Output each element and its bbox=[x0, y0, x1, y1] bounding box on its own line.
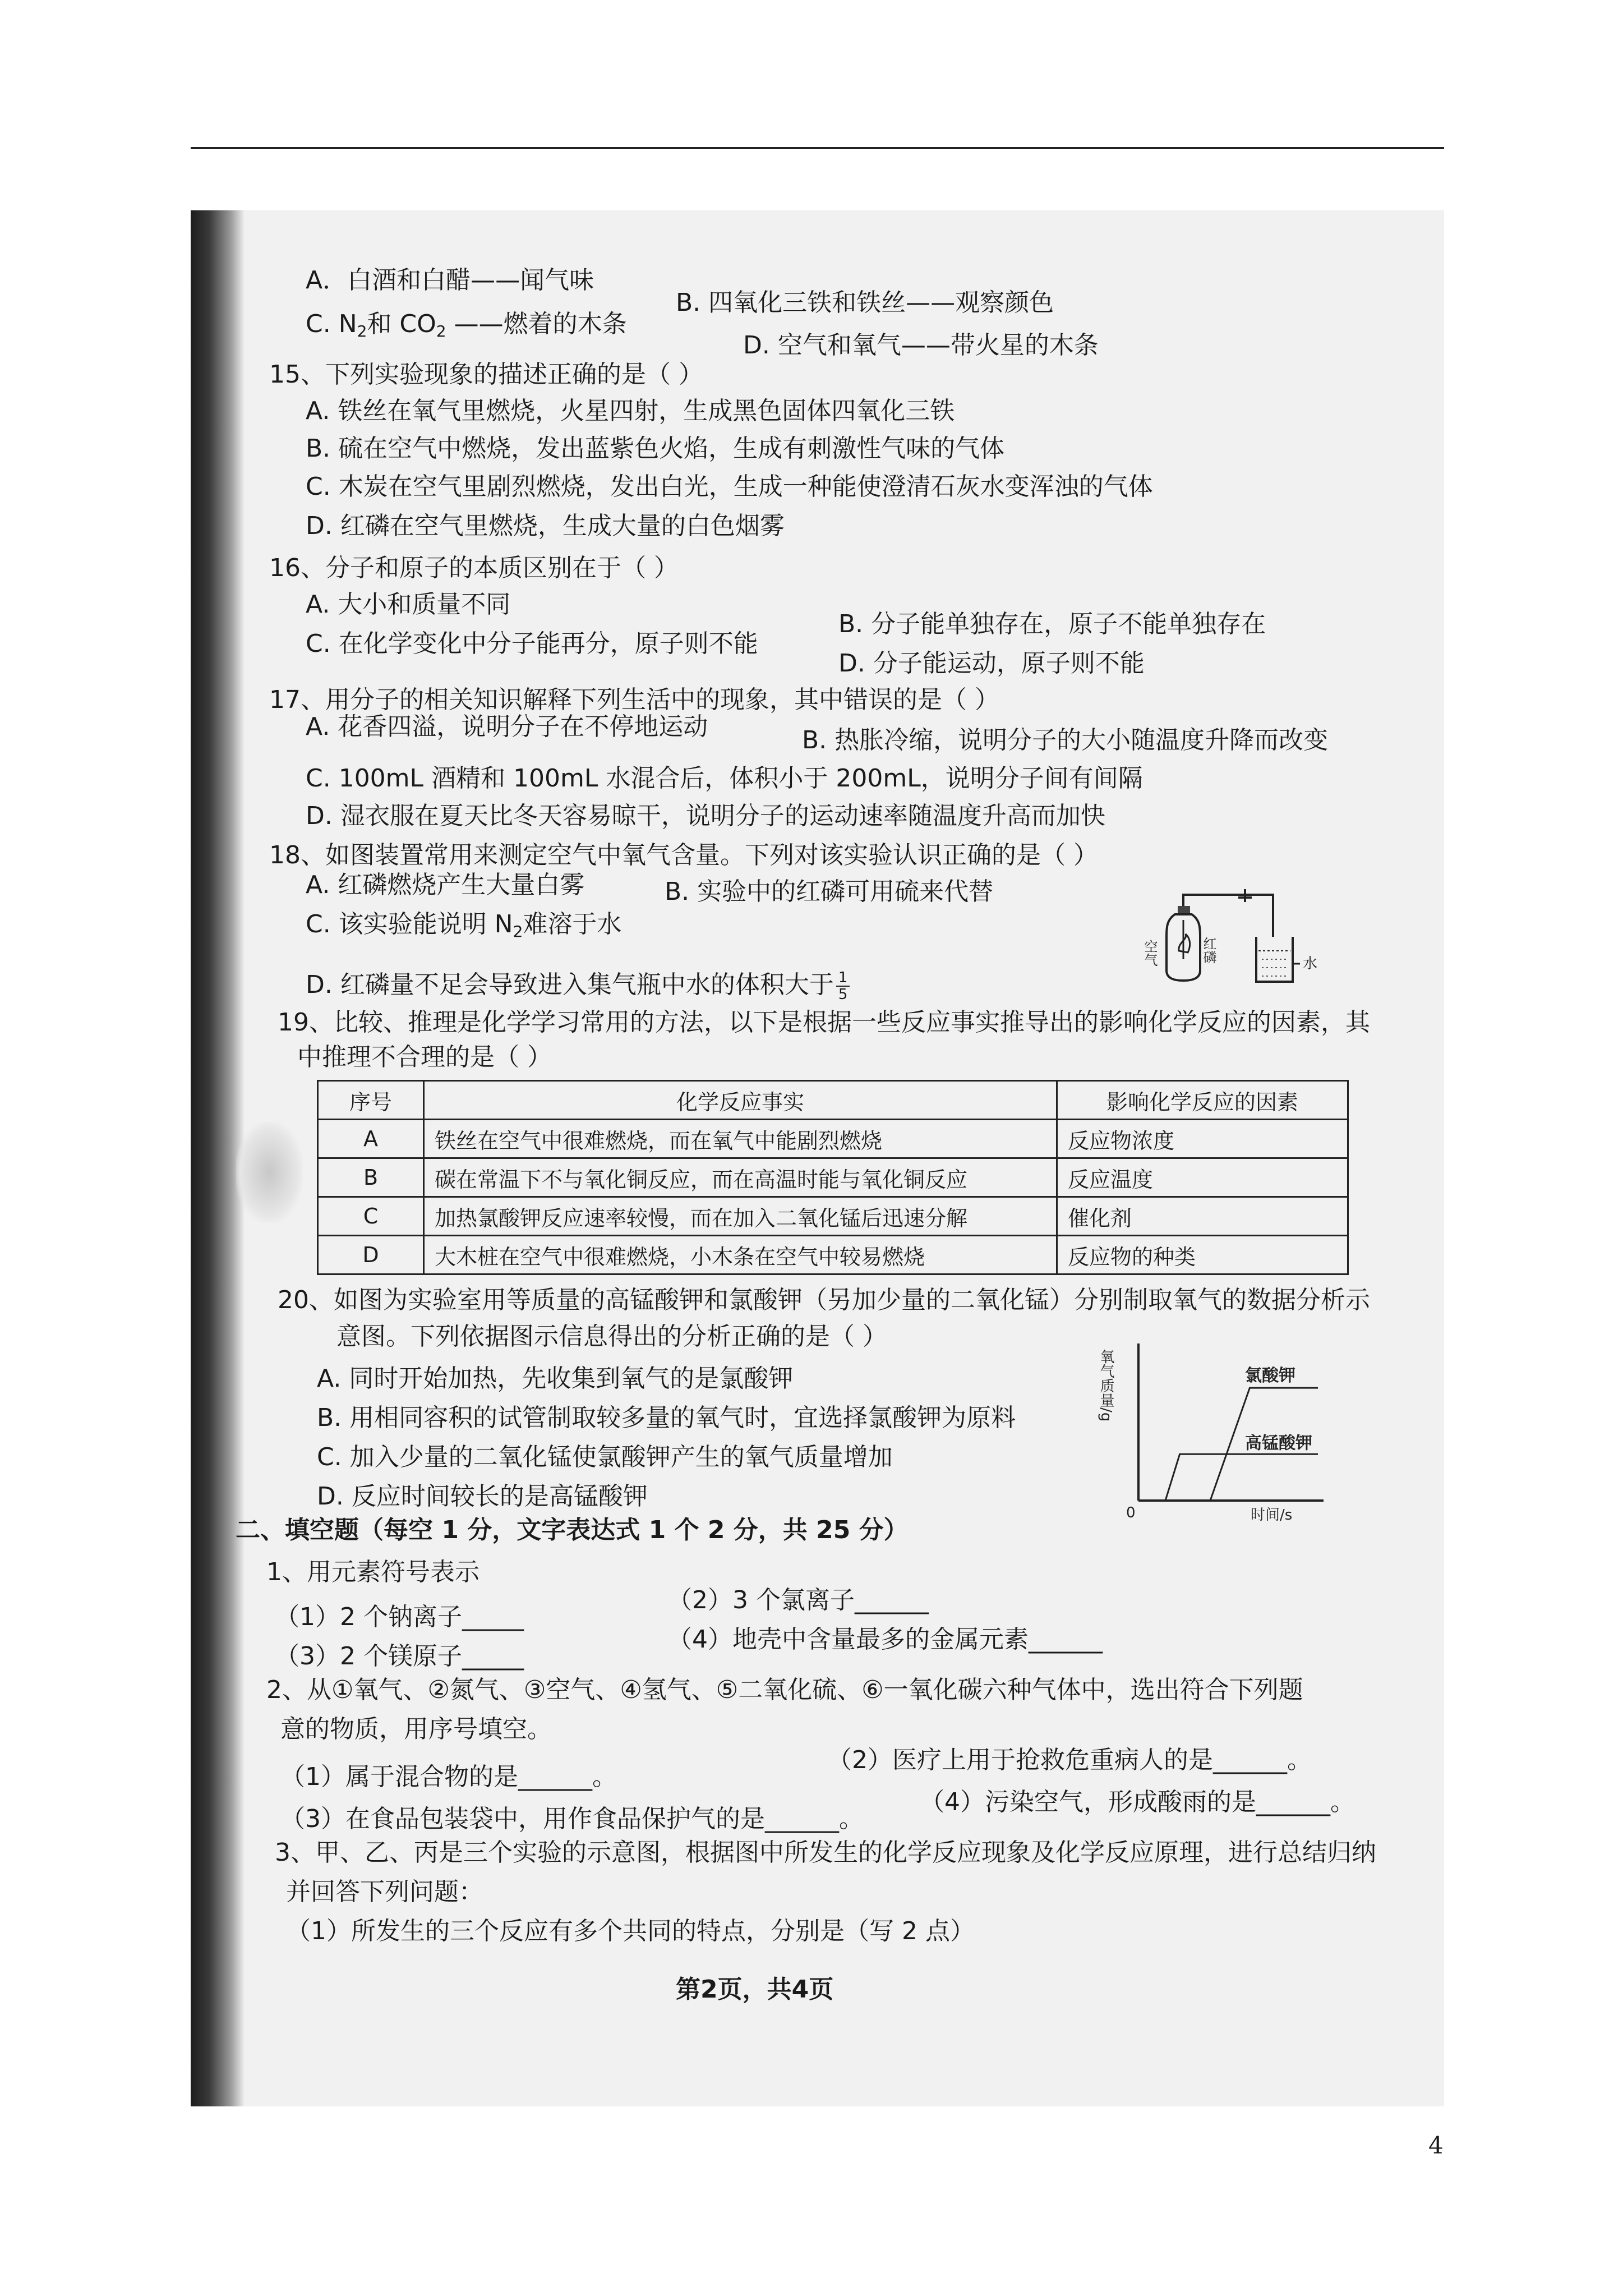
paper-crease bbox=[236, 1122, 303, 1223]
table-cell: A bbox=[318, 1120, 424, 1158]
table-cell: B bbox=[318, 1158, 424, 1197]
q19-stem-line1: 19、比较、推理是化学学习常用的方法，以下是根据一些反应事实推导出的影响化学反应的因素，其 bbox=[278, 1008, 1370, 1037]
series-label-2: 高锰酸钾 bbox=[1245, 1433, 1312, 1453]
fill-q2-part1: （1）属于混合物的是______。 bbox=[280, 1763, 617, 1791]
q16-option-d: D. 分子能运动，原子则不能 bbox=[838, 649, 1145, 678]
page-footer: 第2页，共4页 bbox=[676, 1975, 834, 2004]
fill-q3-stem-line2: 并回答下列问题： bbox=[286, 1878, 483, 1906]
fill-q1-part1: （1）2 个钠离子_____ bbox=[275, 1603, 524, 1631]
q20-option-c: C. 加入少量的二氧化锰使氯酸钾产生的氧气质量增加 bbox=[317, 1443, 893, 1471]
q20-stem-line2: 意图。下列依据图示信息得出的分析正确的是（ ） bbox=[336, 1322, 887, 1351]
table-cell: 反应温度 bbox=[1057, 1158, 1348, 1197]
table-cell: D bbox=[318, 1236, 424, 1274]
fill-q1-stem: 1、用元素符号表示 bbox=[266, 1558, 479, 1586]
page-number: 4 bbox=[1428, 2132, 1444, 2159]
q17-option-b: B. 热胀冷缩，说明分子的大小随温度升降而改变 bbox=[802, 726, 1329, 754]
q17-option-a: A. 花香四溢，说明分子在不停地运动 bbox=[306, 712, 708, 741]
q17-option-d: D. 湿衣服在夏天比冬天容易晾干，说明分子的运动速率随温度升高而加快 bbox=[306, 802, 1105, 830]
series-line-2 bbox=[1138, 1454, 1318, 1501]
q20-stem-line1: 20、如图为实验室用等质量的高锰酸钾和氯酸钾（另加少量的二氧化锰）分别制取氧气的数据分析示 bbox=[278, 1286, 1370, 1314]
table-cell: 催化剂 bbox=[1057, 1197, 1348, 1236]
table-header-cell: 化学反应事实 bbox=[424, 1081, 1057, 1120]
q18-option-b: B. 实验中的红磷可用硫来代替 bbox=[665, 877, 994, 906]
q16-option-b: B. 分子能单独存在，原子不能单独存在 bbox=[838, 610, 1266, 638]
oxygen-measurement-apparatus bbox=[1144, 886, 1346, 993]
series-label-1: 氯酸钾 bbox=[1245, 1366, 1295, 1386]
q20-option-b: B. 用相同容积的试管制取较多量的氧气时，宜选择氯酸钾为原料 bbox=[317, 1404, 1016, 1432]
q17-stem: 17、用分子的相关知识解释下列生活中的现象，其中错误的是（ ） bbox=[269, 685, 999, 714]
fill-q2-part4: （4）污染空气，形成酸雨的是______。 bbox=[920, 1788, 1355, 1816]
label-water: 水 bbox=[1303, 955, 1318, 972]
q16-option-c: C. 在化学变化中分子能再分，原子则不能 bbox=[306, 629, 758, 658]
q18-option-d: D. 红磷量不足会导致进入集气瓶中水的体积大于 $\frac{1}{5}$ bbox=[306, 969, 850, 1002]
q14-option-b: B. 四氧化三铁和铁丝——观察颜色 bbox=[676, 288, 1054, 317]
table-header-row bbox=[318, 1081, 1348, 1120]
section-2-title: 二、填空题（每空 1 分，文字表达式 1 个 2 分，共 25 分） bbox=[236, 1516, 909, 1544]
reaction-factors-table bbox=[317, 1080, 1349, 1275]
table-cell: 反应物浓度 bbox=[1057, 1120, 1348, 1158]
q14-option-d: D. 空气和氧气——带火星的木条 bbox=[743, 331, 1099, 360]
table-header-cell: 序号 bbox=[318, 1081, 424, 1120]
top-rule bbox=[191, 147, 1444, 149]
fill-q1-part4: （4）地壳中含量最多的金属元素______ bbox=[667, 1625, 1103, 1654]
table-row bbox=[318, 1236, 1348, 1274]
fill-q3-stem-line1: 3、甲、乙、丙是三个实验的示意图，根据图中所发生的化学反应现象及化学反应原理，进行总结归纳 bbox=[275, 1838, 1376, 1867]
q15-stem: 15、下列实验现象的描述正确的是（ ） bbox=[269, 360, 703, 389]
fill-q2-part2: （2）医疗上用于抢救危重病人的是______。 bbox=[827, 1746, 1312, 1774]
label-red-phosphorus: 红磷 bbox=[1201, 937, 1216, 964]
table-cell: 大木桩在空气中很难燃烧，小木条在空气中较易燃烧 bbox=[424, 1236, 1057, 1274]
q19-stem-line2: 中推理不合理的是（ ） bbox=[297, 1043, 552, 1071]
q20-option-d: D. 反应时间较长的是高锰酸钾 bbox=[317, 1482, 648, 1511]
table-header-cell: 影响化学反应的因素 bbox=[1057, 1081, 1348, 1120]
q16-option-a: A. 大小和质量不同 bbox=[306, 590, 511, 619]
q20-option-a: A. 同时开始加热，先收集到氧气的是氯酸钾 bbox=[317, 1364, 794, 1393]
fraction-one-fifth: $\frac{1}{5}$ bbox=[836, 970, 850, 1002]
q18-option-a: A. 红磷燃烧产生大量白雾 bbox=[306, 871, 585, 899]
table-row bbox=[318, 1158, 1348, 1197]
table-cell: 铁丝在空气中很难燃烧，而在氧气中能剧烈燃烧 bbox=[424, 1120, 1057, 1158]
table-cell: 碳在常温下不与氧化铜反应，而在高温时能与氧化铜反应 bbox=[424, 1158, 1057, 1197]
q14-option-a: A．白酒和白醋——闻气味 bbox=[306, 266, 594, 295]
oxygen-mass-chart bbox=[1099, 1338, 1346, 1523]
fill-q2-stem-line2: 意的物质，用序号填空。 bbox=[280, 1715, 552, 1743]
q16-stem: 16、分子和原子的本质区别在于（ ） bbox=[269, 554, 679, 582]
fill-q2-part3: （3）在食品包装袋中，用作食品保护气的是______。 bbox=[280, 1805, 864, 1833]
q18-option-c: C. 该实验能说明 $N_2$难溶于水 bbox=[306, 910, 622, 941]
origin-label: 0 bbox=[1126, 1504, 1136, 1521]
table-row bbox=[318, 1120, 1348, 1158]
q14-option-c: C. $N_2$和 $CO_2$ ——燃着的木条 bbox=[306, 310, 627, 341]
q15-option-b: B. 硫在空气中燃烧，发出蓝紫色火焰，生成有刺激性气味的气体 bbox=[306, 434, 1005, 463]
fill-q3-part1: （1）所发生的三个反应有多个共同的特点，分别是（写 2 点） bbox=[286, 1917, 975, 1945]
table-cell: C bbox=[318, 1197, 424, 1236]
fill-q1-part2: （2）3 个氯离子______ bbox=[667, 1586, 929, 1614]
q15-option-c: C. 木炭在空气里剧烈燃烧，发出白光，生成一种能使澄清石灰水变浑浊的气体 bbox=[306, 472, 1153, 501]
q15-option-a: A. 铁丝在氧气里燃烧，火星四射，生成黑色固体四氧化三铁 bbox=[306, 397, 955, 425]
table-cell: 反应物的种类 bbox=[1057, 1236, 1348, 1274]
table-cell: 加热氯酸钾反应速率较慢，而在加入二氧化锰后迅速分解 bbox=[424, 1197, 1057, 1236]
x-axis-label: 时间/s bbox=[1251, 1507, 1293, 1524]
y-axis-label: 氧气质量/g bbox=[1098, 1349, 1114, 1422]
fill-q2-stem-line1: 2、从①氧气、②氮气、③空气、④氢气、⑤二氧化硫、⑥一氧化碳六种气体中，选出符合下列题 bbox=[266, 1676, 1303, 1704]
q17-option-c: C. 100mL 酒精和 100mL 水混合后，体积小于 200mL，说明分子间有间隔 bbox=[306, 764, 1143, 793]
table-row bbox=[318, 1197, 1348, 1236]
q15-option-d: D. 红磷在空气里燃烧，生成大量的白色烟雾 bbox=[306, 512, 785, 540]
label-air: 空气 bbox=[1142, 940, 1158, 967]
q18-stem: 18、如图装置常用来测定空气中氧气含量。下列对该实验认识正确的是（ ） bbox=[269, 841, 1098, 869]
fill-q1-part3: （3）2 个镁原子_____ bbox=[275, 1642, 524, 1671]
